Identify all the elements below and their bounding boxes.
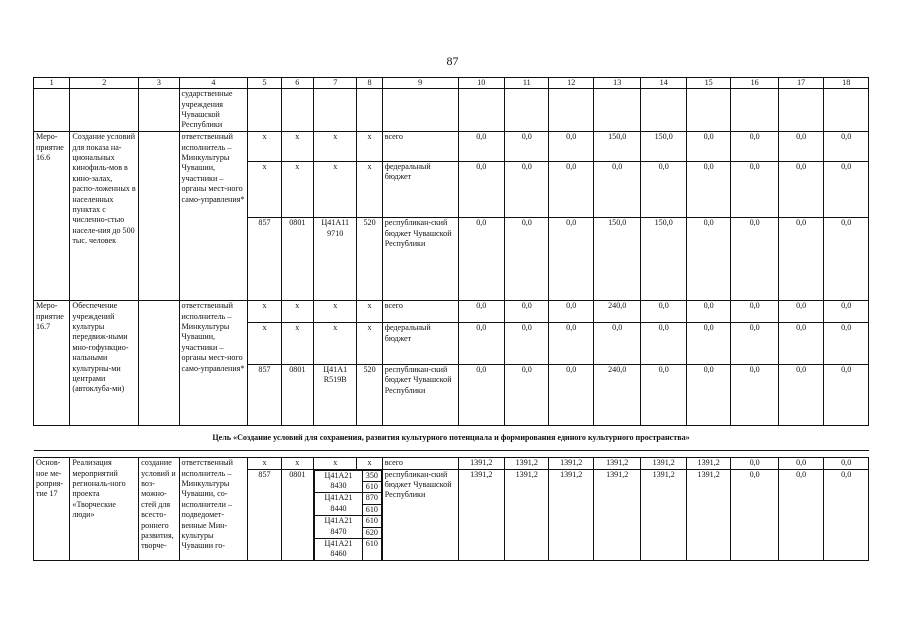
table-cell: 0,0 — [824, 218, 869, 301]
header-cell: 5 — [248, 78, 281, 89]
table-cell: 1391,2 — [505, 469, 549, 560]
table-cell: x — [357, 132, 382, 161]
table-cell: 870 — [362, 493, 381, 504]
table-cell: x — [281, 301, 313, 323]
table-cell: 857 — [248, 469, 281, 560]
table-cell: 520 — [357, 364, 382, 426]
table-cell: 0801 — [281, 469, 313, 560]
header-cell: 13 — [593, 78, 641, 89]
table-cell: 0,0 — [778, 323, 823, 365]
table-cell: Ц41А21 8440 — [314, 493, 362, 516]
table-cell: 610 — [362, 504, 381, 515]
table-cell: 0,0 — [505, 218, 549, 301]
m17-title: Реализация мероприятий региональ-ного проекта «Творческие люди» — [70, 458, 139, 560]
table-cell: 0,0 — [458, 364, 505, 426]
table-cell: 620 — [362, 527, 381, 538]
goal-row — [34, 426, 869, 451]
header-cell: 11 — [505, 78, 549, 89]
table-cell: 0,0 — [778, 469, 823, 560]
carry-over-responsible: сударственные учреждения Чувашской Республики — [179, 89, 248, 132]
table-cell: 0,0 — [641, 323, 686, 365]
table-cell — [731, 89, 779, 132]
table-cell: 0,0 — [458, 132, 505, 161]
table-cell: 0801 — [281, 364, 313, 426]
table-cell: 0,0 — [731, 323, 779, 365]
table-cell: 0,0 — [731, 301, 779, 323]
table-cell: 1391,2 — [686, 469, 730, 560]
table-cell — [357, 89, 382, 132]
table-cell: 0,0 — [778, 161, 823, 217]
table-cell: 0,0 — [731, 161, 779, 217]
table-cell: 1391,2 — [458, 458, 505, 469]
table-cell — [686, 89, 730, 132]
m17-col3: создание условий и воз-можно-стей для всесто-роннего развития, творче- — [139, 458, 179, 560]
table-cell — [34, 89, 70, 132]
table-cell: 0,0 — [505, 364, 549, 426]
table-cell — [248, 89, 281, 132]
table-cell: всего — [382, 132, 458, 161]
table-cell: 150,0 — [593, 218, 641, 301]
m166-row-total — [34, 132, 869, 161]
m166-name: Меро-приятие 16.6 — [34, 132, 70, 301]
table-cell: 0,0 — [731, 132, 779, 161]
m167-name: Меро-приятие 16.7 — [34, 301, 70, 426]
m17-responsible: ответственный исполнитель – Минкультуры Чувашии, со-исполнители – подведомет-венные Мин-культуры Чувашии го- — [179, 458, 248, 560]
m166-title: Создание условий для показа на-циональных кинофиль-мов в кино-залах, распо-ложенных в населенных пунктах с численно-стью населе-ния до 500 тыс. человек — [70, 132, 139, 301]
table-cell: x — [313, 132, 356, 161]
table-cell: 0,0 — [641, 301, 686, 323]
table-cell: x — [248, 458, 281, 469]
table-cell: 857 — [248, 218, 281, 301]
table-cell: Ц41А21 8430 — [314, 470, 362, 493]
carry-over-row — [34, 89, 869, 132]
table-cell: Ц41А21 8470 — [314, 516, 362, 539]
table-cell: 0,0 — [549, 301, 593, 323]
table-cell: 0,0 — [593, 161, 641, 217]
table-cell: 0,0 — [824, 469, 869, 560]
table-cell: Ц41А11 9710 — [313, 218, 356, 301]
program-table — [33, 77, 869, 561]
table-cell: 350 — [362, 470, 381, 481]
m17-code-table — [314, 470, 382, 560]
table-cell: 150,0 — [593, 132, 641, 161]
table-cell: республикан-ский бюджет Чувашской Республики — [382, 218, 458, 301]
m167-title: Обеспечение учреждений культуры передвиж-ными мно-гофункцио-нальными культурны-ми центрами (автоклуба-ми) — [70, 301, 139, 426]
table-cell: 0,0 — [686, 218, 730, 301]
table-cell: 0,0 — [686, 301, 730, 323]
m167-responsible: ответственный исполнитель – Минкультуры Чувашии, участники – органы мест-ного само-управления* — [179, 301, 248, 426]
table-cell: 0,0 — [458, 301, 505, 323]
table-cell — [139, 132, 179, 301]
m17-row-total — [34, 458, 869, 469]
table-cell: 0,0 — [824, 161, 869, 217]
header-cell: 15 — [686, 78, 730, 89]
table-cell: x — [313, 301, 356, 323]
table-cell: 857 — [248, 364, 281, 426]
table-cell: 0,0 — [731, 364, 779, 426]
table-cell: x — [357, 161, 382, 217]
table-cell: 520 — [357, 218, 382, 301]
table-cell — [139, 301, 179, 426]
table-cell: 1391,2 — [549, 458, 593, 469]
table-cell: федеральный бюджет — [382, 323, 458, 365]
table-cell: республикан-ский бюджет Чувашской Республики — [382, 364, 458, 426]
table-cell: 0,0 — [824, 364, 869, 426]
table-cell: 0,0 — [824, 132, 869, 161]
table-cell: 0,0 — [641, 161, 686, 217]
table-cell: 0,0 — [549, 323, 593, 365]
table-cell: 1391,2 — [641, 458, 686, 469]
m167-row-total — [34, 301, 869, 323]
table-cell — [824, 89, 869, 132]
table-cell: 0,0 — [505, 132, 549, 161]
table-cell — [458, 89, 505, 132]
goal-spacer — [34, 451, 869, 458]
header-row — [34, 78, 869, 89]
table-cell: Ц41А21 8460 — [314, 538, 362, 559]
table-cell: всего — [382, 458, 458, 469]
header-cell: 6 — [281, 78, 313, 89]
table-cell: 0,0 — [458, 323, 505, 365]
table-cell: 0,0 — [731, 469, 779, 560]
table-cell: федеральный бюджет — [382, 161, 458, 217]
table-cell: x — [248, 161, 281, 217]
table-cell — [34, 451, 869, 458]
table-cell: 0,0 — [824, 323, 869, 365]
table-cell: 240,0 — [593, 301, 641, 323]
table-cell — [382, 89, 458, 132]
header-cell: 12 — [549, 78, 593, 89]
goal-heading: Цель «Создание условий для сохранения, развития культурного потенциала и формирования единого культурного пространства» — [34, 426, 869, 451]
table-cell: x — [281, 458, 313, 469]
table-cell: x — [248, 132, 281, 161]
header-cell: 8 — [357, 78, 382, 89]
page-number: 87 — [446, 54, 459, 68]
table-cell: 0,0 — [458, 218, 505, 301]
table-cell: x — [281, 161, 313, 217]
table-cell: 1391,2 — [549, 469, 593, 560]
table-cell — [549, 89, 593, 132]
table-cell: 610 — [362, 538, 381, 559]
table-cell: 1391,2 — [593, 458, 641, 469]
m166-responsible: ответственный исполнитель – Минкультуры Чувашии, участники – органы мест-ного само-управления* — [179, 132, 248, 301]
table-cell: x — [313, 161, 356, 217]
table-cell: 0,0 — [824, 458, 869, 469]
table-cell: 1391,2 — [686, 458, 730, 469]
table-cell: 1391,2 — [458, 469, 505, 560]
table-cell: 0,0 — [778, 458, 823, 469]
table-cell: 0,0 — [505, 323, 549, 365]
m17-name: Основ-ное ме-роприя-тие 17 — [34, 458, 70, 560]
table-cell: 0,0 — [778, 218, 823, 301]
header-cell: 1 — [34, 78, 70, 89]
table-cell: x — [357, 323, 382, 365]
header-cell: 9 — [382, 78, 458, 89]
table-cell — [778, 89, 823, 132]
table-cell: 0,0 — [778, 301, 823, 323]
table-cell: 0,0 — [731, 458, 779, 469]
table-cell: 150,0 — [641, 218, 686, 301]
header-cell: 10 — [458, 78, 505, 89]
table-cell: x — [281, 323, 313, 365]
table-cell: 0,0 — [549, 161, 593, 217]
table-cell: 0,0 — [686, 161, 730, 217]
table-cell: 1391,2 — [593, 469, 641, 560]
table-cell: 0,0 — [458, 161, 505, 217]
table-cell: 0,0 — [686, 364, 730, 426]
table-cell: республикан-ский бюджет Чувашской Республики — [382, 469, 458, 560]
table-cell: 0,0 — [549, 364, 593, 426]
table-cell: Ц41А1 R519В — [313, 364, 356, 426]
header-cell: 14 — [641, 78, 686, 89]
header-cell: 17 — [778, 78, 823, 89]
table-cell: 0,0 — [731, 218, 779, 301]
header-cell: 7 — [313, 78, 356, 89]
table-cell: 240,0 — [593, 364, 641, 426]
table-cell: x — [357, 301, 382, 323]
table-cell: 0,0 — [778, 132, 823, 161]
table-cell: 0,0 — [686, 132, 730, 161]
table-cell: 610 — [362, 516, 381, 527]
table-cell: 0,0 — [778, 364, 823, 426]
table-cell: 0,0 — [505, 301, 549, 323]
table-cell: 150,0 — [641, 132, 686, 161]
header-cell: 16 — [731, 78, 779, 89]
table-cell: x — [357, 458, 382, 469]
table-cell: 0,0 — [686, 323, 730, 365]
table-cell — [139, 89, 179, 132]
table-cell — [313, 89, 356, 132]
table-cell: 1391,2 — [505, 458, 549, 469]
header-cell: 2 — [70, 78, 139, 89]
table-cell — [641, 89, 686, 132]
table-cell: 0,0 — [505, 161, 549, 217]
table-cell — [313, 469, 382, 560]
table-cell: 0,0 — [549, 218, 593, 301]
table-cell: x — [313, 458, 356, 469]
table-cell — [593, 89, 641, 132]
table-cell — [281, 89, 313, 132]
table-cell: 0,0 — [824, 301, 869, 323]
table-cell: x — [248, 301, 281, 323]
header-cell: 4 — [179, 78, 248, 89]
table-cell: x — [313, 323, 356, 365]
table-cell: всего — [382, 301, 458, 323]
table-cell: 0801 — [281, 218, 313, 301]
header-cell: 3 — [139, 78, 179, 89]
table-cell: 610 — [362, 482, 381, 493]
table-cell: x — [248, 323, 281, 365]
header-cell: 18 — [824, 78, 869, 89]
table-cell: 0,0 — [641, 364, 686, 426]
table-cell — [505, 89, 549, 132]
table-cell: x — [281, 132, 313, 161]
table-cell: 1391,2 — [641, 469, 686, 560]
table-cell — [70, 89, 139, 132]
table-cell: 0,0 — [593, 323, 641, 365]
table-cell: 0,0 — [549, 132, 593, 161]
